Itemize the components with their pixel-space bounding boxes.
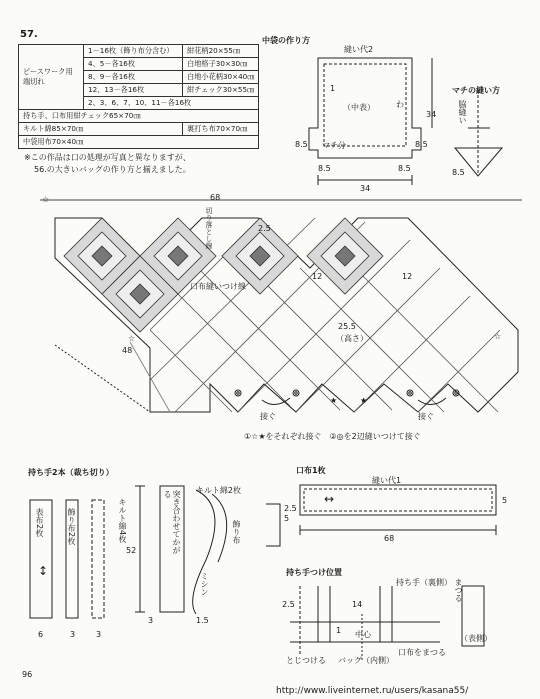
quilt-dim-25: 2.5 [258, 224, 271, 233]
inner-bag-center: （中表） [343, 103, 375, 112]
materials-part-4: 12、13－各16枚 [84, 84, 183, 97]
star-filled-icon: ★ [330, 396, 338, 405]
materials-tail-1: 持ち手、口布用紺チェック65×70㎝ [19, 110, 259, 123]
mouth-dim-25: 2.5 [284, 504, 297, 513]
attach-center: 中心 [355, 630, 371, 639]
handles-length: 52 [126, 546, 137, 555]
note-line-1: ※この作品は口の処理が写真と異なりますが、 [24, 153, 191, 162]
star-outline-icon: ☆ [42, 195, 50, 204]
attach-d14: 14 [352, 600, 363, 609]
handles-title: 持ち手2本（裁ち切り） [28, 468, 114, 477]
handles-width-3a: 3 [70, 630, 76, 639]
star-outline-icon: ☆ [128, 334, 136, 343]
attach-title: 持ち手つけ位置 [286, 568, 342, 577]
materials-fabric-4: 紺チェック30×55㎝ [183, 84, 259, 97]
quilt-length: 48 [122, 346, 133, 355]
handles-depth-15: 1.5 [196, 616, 209, 625]
inner-bag-title: 中袋の作り方 [262, 36, 310, 45]
handles-stitch: ミシン [200, 572, 209, 596]
attach-mouth-fold: 口布をまつる [398, 648, 446, 657]
arrow-updown-icon: ↕ [38, 564, 49, 578]
inner-bag-left-num: 1 [330, 84, 336, 93]
quilt-join-1: 接ぐ [260, 412, 276, 421]
piecework-label: ピースワーク用端切れ [19, 45, 84, 110]
materials-tail-3: 中袋用布70×40㎝ [19, 136, 259, 149]
handles-fold-note: 突き合わせてかがる [163, 490, 181, 554]
attach-sew: とじつける [286, 656, 326, 665]
materials-part-2: 4、5－各16枚 [84, 58, 183, 71]
handles-decor: 飾り布2枚 [67, 508, 76, 546]
quilt-join-2: 接ぐ [418, 412, 434, 421]
materials-fabric-3: 白地小花柄30×40㎝ [183, 71, 259, 84]
inner-bag-bottom-right: 8.5 [398, 164, 411, 173]
handles-width-3b: 3 [96, 630, 102, 639]
materials-tail-2: キルト綿85×70㎝ [19, 123, 183, 136]
note-line-2: 56.の大きいバッグの作り方と揃えました。 [34, 165, 191, 174]
quilt-width: 68 [210, 193, 221, 202]
page-number: 96 [22, 670, 33, 679]
inner-bag-corner-left: 8.5 [295, 140, 308, 149]
gusset-dim: 8.5 [452, 168, 465, 177]
mouth-seam-label: 縫い代1 [372, 476, 402, 485]
quilt-height-note: （高さ） [336, 334, 368, 343]
quilt-dim-12a: 12 [312, 272, 323, 281]
mouth-width: 68 [384, 534, 395, 543]
mouth-height-a: 5 [502, 496, 508, 505]
attach-d25: 2.5 [282, 600, 295, 609]
attach-outside: （表側） [460, 634, 492, 643]
quilt-mouth-line: 口布縫いつけ線 [190, 282, 246, 291]
handles-depth-3: 3 [148, 616, 154, 625]
handles-width-6: 6 [38, 630, 44, 639]
quilt-cut-line: 切り落とし線 [205, 207, 213, 249]
handles-decor2: 飾り布 [232, 520, 241, 544]
inner-bag-fold: わ [396, 100, 404, 109]
materials-part-3: 8、9－各16枚 [84, 71, 183, 84]
attach-d1: 1 [336, 626, 342, 635]
materials-fabric-1: 紺花柄20×55㎝ [183, 45, 259, 58]
inner-bag-width: 34 [360, 184, 371, 193]
arrow-leftright-icon: ↔ [324, 492, 335, 506]
materials-part-5: 2、3、6、7、10、11－各16枚 [84, 97, 259, 110]
mouth-title: 口布1枚 [296, 466, 326, 475]
gusset-title: マチの縫い方 [452, 86, 500, 95]
quilt-height: 25.5 [338, 322, 356, 331]
attach-handle: 持ち手（裏側） [396, 578, 452, 587]
materials-fabric-2: 白地格子30×30㎝ [183, 58, 259, 71]
handles-quilt: キルト綿4枚 [118, 498, 127, 544]
mouth-height-b: 5 [284, 514, 290, 523]
source-url[interactable]: http://www.liveinternet.ru/users/kasana55/ [276, 686, 469, 696]
inner-bag-top-seam: 縫い代2 [344, 45, 374, 54]
attach-bag: バッグ（内側） [338, 656, 394, 665]
handles-outer: 表布2枚 [35, 508, 44, 538]
inner-bag-corner-right: 8.5 [415, 140, 428, 149]
materials-tail-2b: 裏打ち布70×70㎝ [183, 123, 259, 136]
inner-bag-mark: マチ分 [322, 141, 346, 150]
inner-bag-height: 34 [426, 110, 437, 119]
quilt-legend: ①☆★をそれぞれ接ぐ ②◎を2辺縫いつけて接ぐ [244, 432, 421, 441]
inner-bag-bottom-left: 8.5 [318, 164, 331, 173]
star-filled-icon: ★ [360, 396, 368, 405]
handles-quilt2: キルト綿2枚 [196, 486, 242, 495]
pattern-number: 57. [20, 29, 38, 40]
handle-quilt-strip [92, 500, 104, 618]
star-outline-icon: ☆ [494, 332, 502, 341]
quilt-dim-12b: 12 [402, 272, 413, 281]
attach-side-title: まつる [454, 578, 463, 602]
gusset-seam: 脇縫い [458, 100, 467, 124]
materials-part-1: 1－16枚（飾り布分含む） [84, 45, 183, 58]
